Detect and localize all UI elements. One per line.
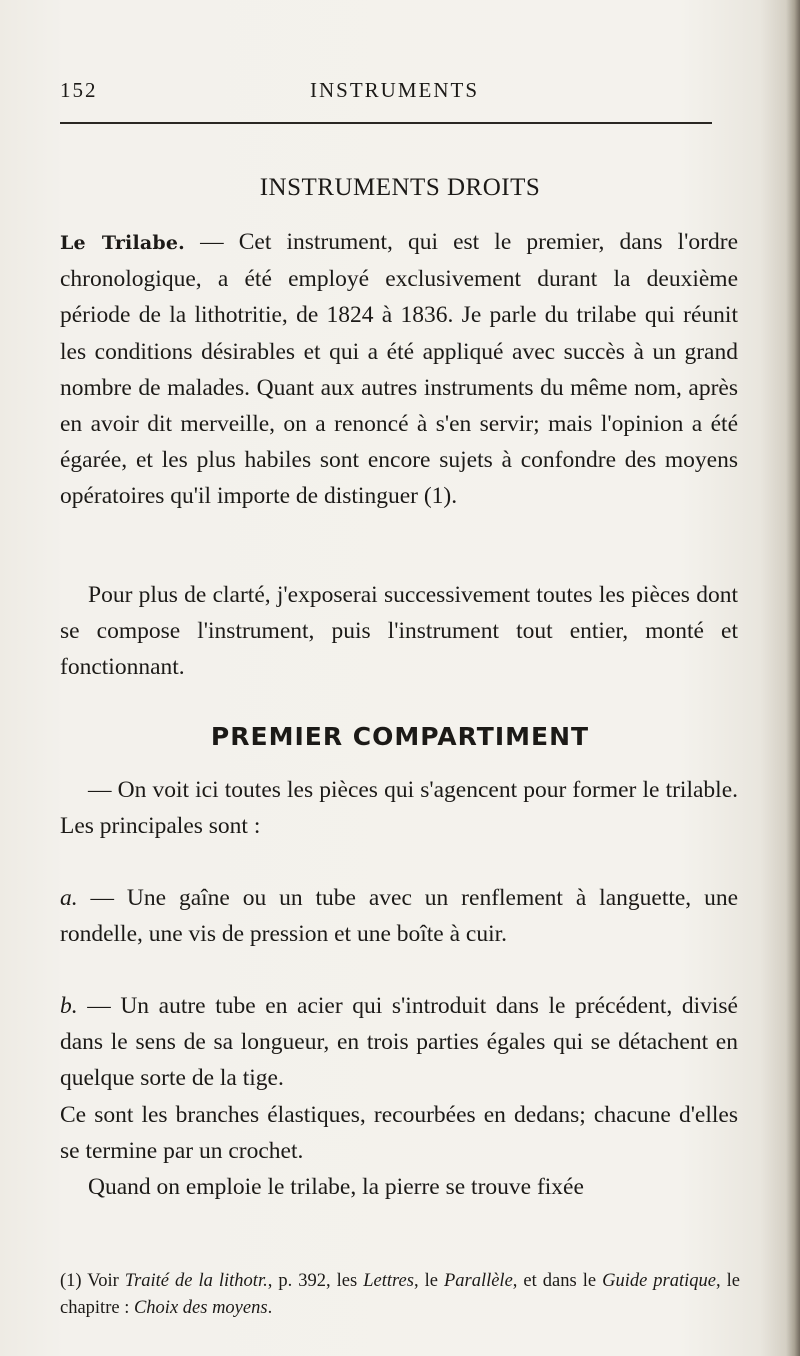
- page-number: 152: [60, 78, 98, 102]
- footnote-text: , le: [413, 1271, 444, 1291]
- header-rule: [60, 122, 712, 124]
- page-edge-shadow: [786, 0, 800, 1356]
- footnote-ref: Guide pratique: [602, 1271, 716, 1291]
- paragraph-last: Quand on emploie le trilabe, la pierre se trouve fixée: [88, 1174, 584, 1200]
- paragraph-trilabe-intro: [60, 224, 738, 515]
- footnote-ref: Choix des moyens: [133, 1298, 268, 1318]
- footnote-marker: (1) Voir: [60, 1271, 125, 1291]
- running-head: [40, 78, 760, 108]
- footnote-text: , p. 392, les: [267, 1271, 364, 1291]
- section-title: INSTRUMENTS DROITS: [259, 174, 541, 201]
- run-in-heading: Le Trilabe.: [60, 232, 185, 254]
- paragraph-pieces: — On voit ici toutes les pièces qui s'agencent pour former le trilable. Les principales sont :: [60, 777, 738, 840]
- paragraph-clarity: Pour plus de clarté, j'exposerai successivement toutes les pièces dont se compose l'instrument, puis l'instrument tout entier, monté et fonctionnant.: [60, 582, 738, 681]
- footnote: [60, 1268, 740, 1322]
- paragraph-text: — Cet instrument, qui est le premier, dans l'ordre chronologique, a été employé exclusivement durant la deuxième période de la lithotritie, de 1824 à 1836. Je parle du trilabe qui réunit les conditions désirables et qui a été appliqué avec succès à un grand nombre de malades. Quant aux autres instruments du même nom, après en avoir dit merveille, on a renoncé à s'en servir; mais l'opinion a été égarée, et les plus habiles sont encore sujets à confondre des moyens opératoires qu'il importe de distinguer (1).: [60, 229, 739, 510]
- footnote-text: , le chapitre :: [60, 1271, 740, 1318]
- list-item-b: [60, 988, 738, 1097]
- footnote-ref: Parallèle: [443, 1271, 513, 1291]
- paragraph-text: Ce sont les branches élastiques, recourbées en dedans; chacune d'elles se termine par un crochet.: [60, 1102, 738, 1165]
- running-title: INSTRUMENTS: [310, 78, 480, 102]
- list-item-a: [60, 880, 738, 952]
- item-text: — Un autre tube en acier qui s'introduit dans le précédent, divisé dans le sens de sa longueur, en trois parties égales qui se détachent en quelque sorte de la tige.: [60, 993, 738, 1092]
- footnote-ref: Lettres: [363, 1271, 414, 1291]
- item-letter: b.: [60, 993, 78, 1019]
- footnote-text: .: [267, 1298, 273, 1318]
- subsection-heading: PREMIER COMPARTIMENT: [210, 722, 590, 751]
- item-letter: a.: [60, 885, 78, 911]
- item-text: — Une gaîne ou un tube avec un renflement à languette, une rondelle, une vis de pression et une boîte à cuir.: [60, 885, 738, 948]
- footnote-text: , et dans le: [512, 1271, 603, 1291]
- footnote-ref: Traité de la lithotr.: [124, 1271, 268, 1291]
- paragraph-branches-visible: [60, 1097, 738, 1169]
